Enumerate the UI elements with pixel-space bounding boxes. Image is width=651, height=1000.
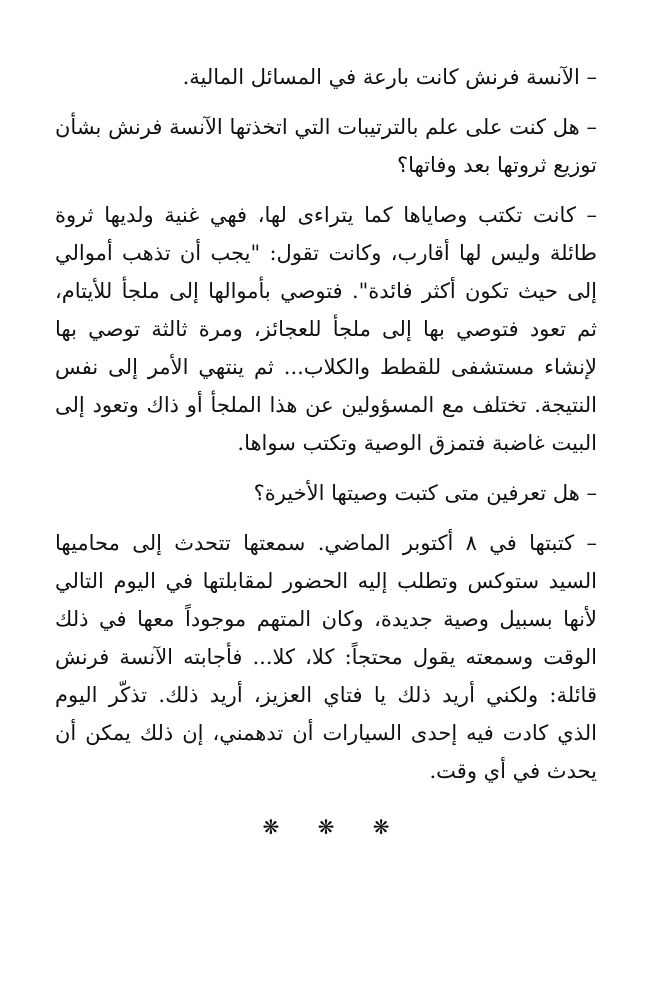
page-text (55, 58, 597, 846)
paragraph-4: – هل تعرفين متى كتبت وصيتها الأخيرة؟ (253, 481, 597, 505)
paragraph-3: – كانت تكتب وصاياها كما يتراءى لها، فهي غنية ولديها ثروة طائلة وليس لها أقارب، وكانت تقول: "يجب أن تذهب أموالي إلى حيث تكون أكثر فائدة". فتوصي بأموالها إلى ملجأ للأيتام، ثم تعود فتوصي بها إلى ملجأ للعجائز، ومرة ثالثة توصي بها لإنشاء مستشفى للقطط والكلاب... ثم ينتهي الأمر إلى نفس النتيجة. تختلف مع المسؤولين عن هذا الملجأ أو ذاك وتعود إلى البيت غاضبة فتمزق الوصية وتكتب سواها. (55, 203, 597, 455)
paragraph-2: – هل كنت على علم بالترتيبات التي اتخذتها الآنسة فرنش بشأن توزيع ثروتها بعد وفاتها؟ (55, 115, 597, 177)
paragraph-1: – الآنسة فرنش كانت بارعة في المسائل المالية. (182, 65, 597, 89)
section-separator: ❋ ❋ ❋ (262, 815, 406, 839)
paragraph-5: – كتبتها في ٨ أكتوبر الماضي. سمعتها تتحدث إلى محاميها السيد ستوكس وتطلب إليه الحضور لمقابلتها في اليوم التالي لأنها بسبيل وصية جديدة، وكان المتهم موجوداً معها في ذلك الوقت وسمعته يقول محتجاً: كلا، كلا... فأجابته الآنسة فرنش قائلة: ولكني أريد ذلك يا فتاي العزيز، أريد ذلك. تذكّر اليوم الذي كادت فيه إحدى السيارات أن تدهمني، إن ذلك يمكن أن يحدث في أي وقت. (55, 531, 597, 783)
